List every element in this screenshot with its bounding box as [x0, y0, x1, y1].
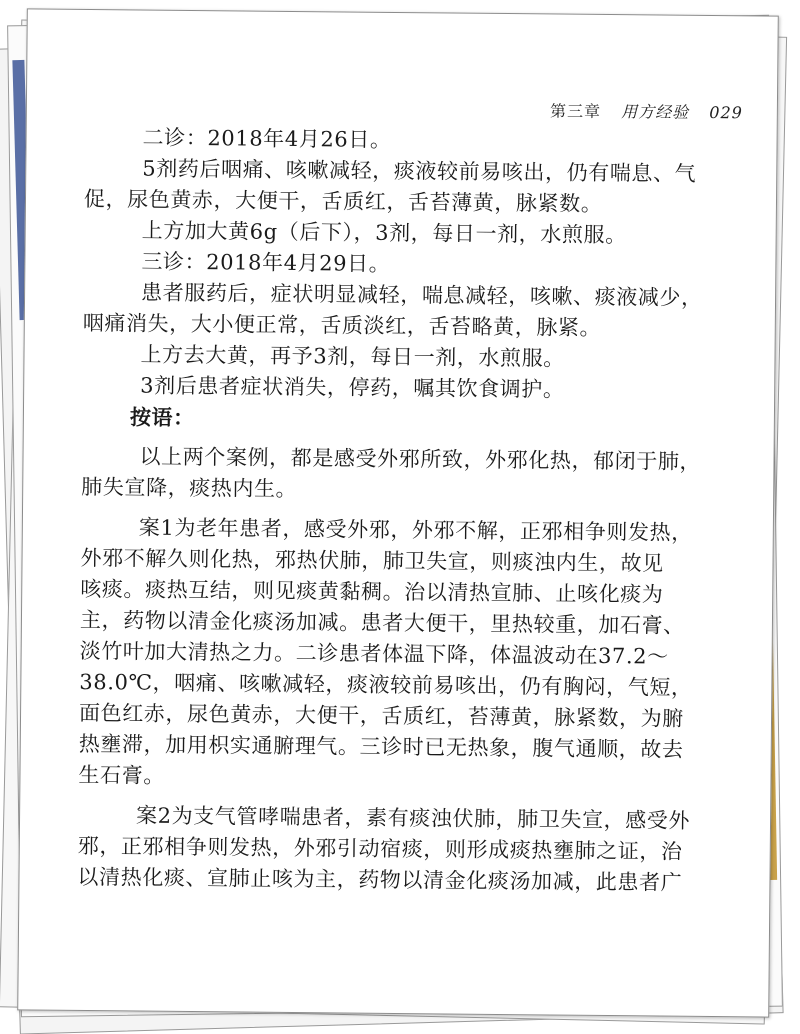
text-line: 面色红赤，尿色黄赤，大便干，舌质红，苔薄黄，脉紧数，为腑 — [78, 700, 684, 731]
text-line: 促，尿色黄赤，大便干，舌质红，舌苔薄黄，脉紧数。 — [83, 186, 603, 216]
text-line: 邪，正邪相争则发热，外邪引动宿痰，则形成痰热壅肺之证，治 — [77, 833, 683, 864]
text-line: 以清热化痰、宣肺止咳为主，药物以清金化痰汤加减，此患者广 — [77, 864, 683, 895]
running-head-chapter: 第三章 — [550, 101, 602, 121]
visit-heading: 二诊：2018年4月26日。 — [142, 125, 392, 152]
body-text — [77, 122, 703, 899]
running-head-section: 用方经验 — [621, 102, 690, 122]
text-line: 肺失宣降，痰热内生。 — [81, 474, 298, 502]
text-line: 咽痛消失，大小便正常，舌质淡红，舌苔略黄，脉紧。 — [82, 310, 602, 340]
running-head — [550, 98, 743, 123]
text-line: 生石膏。 — [78, 762, 165, 788]
text-line: 主，药物以清金化痰汤加减。患者大便干，里热较重，加石膏、 — [79, 607, 685, 638]
commentary-heading: 按语： — [129, 404, 195, 431]
text-line: 以上两个案例，都是感受外邪所致，外邪化热，郁闭于肺， — [139, 444, 702, 474]
text-line: 38.0℃，咽痛、咳嗽减轻，痰液较前易咳出，仍有胸闷，气短， — [79, 669, 693, 700]
text-line: 案2为支气管哮喘患者，素有痰浊伏肺，肺卫失宣，感受外 — [135, 803, 691, 833]
text-line: 咳痰。痰热互结，则见痰黄黏稠。治以清热宣肺、止咳化痰为 — [80, 576, 664, 607]
text-line: 5剂药后咽痛、咳嗽减轻，痰液较前易咳出，仍有喘息、气 — [142, 156, 697, 186]
text-line: 热壅滞，加用枳实通腑理气。三诊时已无热象，腹气通顺，故去 — [78, 731, 684, 762]
visit-heading: 三诊：2018年4月29日。 — [141, 249, 391, 276]
text-line: 上方加大黄6g（后下），3剂，每日一剂，水煎服。 — [141, 218, 627, 248]
text-line: 3剂后患者症状消失，停药，嘱其饮食调护。 — [140, 373, 565, 402]
text-line: 患者服药后，症状明显减轻，喘息减轻，咳嗽、痰液减少， — [140, 280, 703, 310]
text-line: 上方去大黄，再予3剂，每日一剂，水煎服。 — [140, 342, 565, 371]
page-number: 029 — [709, 102, 743, 123]
text-line: 淡竹叶加大清热之力。二诊患者体温下降，体温波动在37.2～ — [79, 638, 669, 669]
text-line: 外邪不解久则化热，邪热伏肺，肺卫失宣，则痰浊内生，故见 — [80, 545, 664, 576]
book-page — [17, 8, 779, 1017]
text-line: 案1为老年患者，感受外邪，外邪不解，正邪相争则发热， — [138, 515, 693, 545]
